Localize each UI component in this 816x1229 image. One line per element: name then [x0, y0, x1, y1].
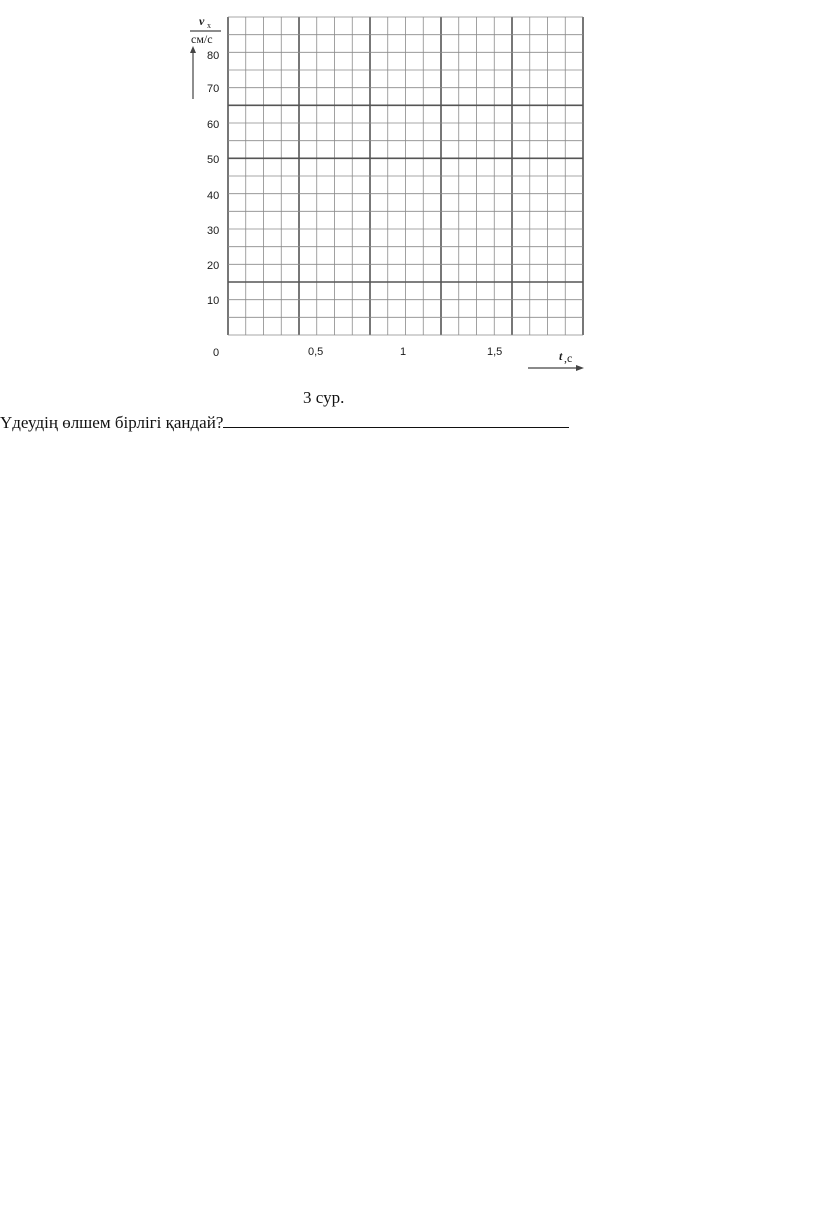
question-line	[0, 412, 569, 433]
y-axis-subscript: x	[207, 21, 211, 30]
y-axis-symbol: v	[199, 14, 205, 28]
y-tick-label: 60	[207, 119, 220, 131]
x-axis-symbol: t	[559, 349, 563, 363]
x-tick-label: 1,5	[487, 346, 503, 358]
figure-caption: 3 сур.	[303, 388, 345, 407]
y-tick-labels	[207, 50, 219, 359]
x-axis-arrow-icon	[528, 365, 584, 371]
question-text: Үдеудің өлшем бірлігі қандай?	[0, 413, 224, 432]
x-tick-label: 1	[400, 346, 407, 358]
figure-caption-row	[0, 388, 816, 410]
y-tick-label: 20	[207, 260, 220, 272]
y-tick-label: 50	[207, 154, 220, 166]
x-axis-unit: ,с	[564, 351, 573, 365]
x-axis-label	[559, 349, 572, 365]
y-axis-unit: см/с	[191, 32, 213, 46]
y-tick-label: 40	[207, 190, 220, 202]
x-tick-labels	[308, 346, 502, 358]
chart-grid	[228, 17, 583, 335]
y-axis-arrow-icon	[190, 46, 196, 99]
y-axis-label	[190, 14, 221, 46]
y-tick-label: 10	[207, 295, 220, 307]
x-tick-label: 0,5	[308, 346, 324, 358]
answer-blank-line[interactable]	[223, 412, 569, 428]
y-tick-label: 70	[207, 83, 220, 95]
velocity-time-grid-chart	[0, 0, 816, 390]
y-tick-label: 30	[207, 225, 220, 237]
y-tick-label: 80	[207, 50, 220, 62]
y-tick-label: 0	[213, 347, 220, 359]
